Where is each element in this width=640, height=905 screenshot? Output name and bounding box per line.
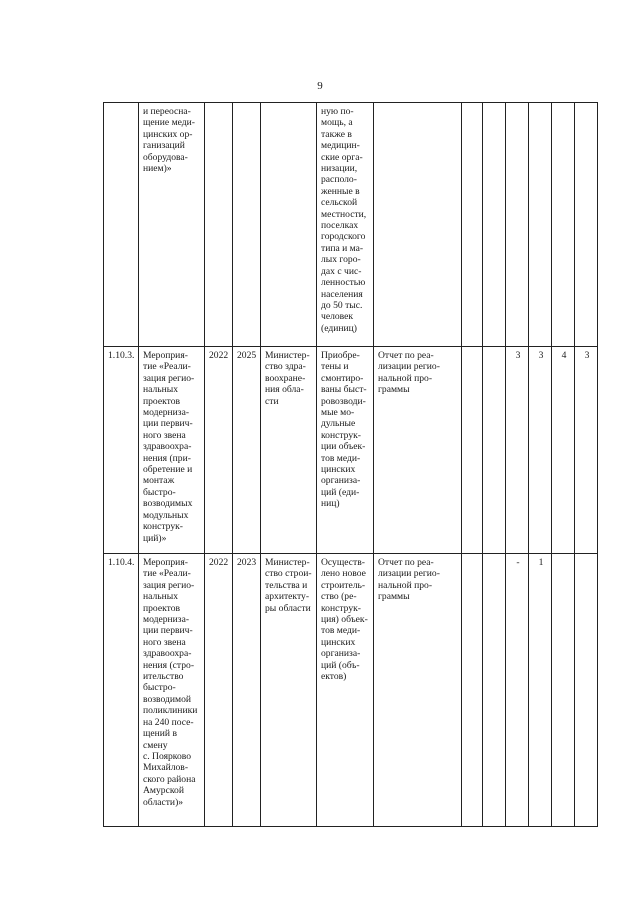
- value-cell: [552, 554, 575, 827]
- value-cell: 1: [529, 554, 552, 827]
- value-cell: [462, 554, 483, 827]
- executor-cell: Министер- ство здра- воохране- ния обла- сти: [261, 347, 317, 554]
- report-cell: [374, 103, 462, 347]
- value-cell: 3: [529, 347, 552, 554]
- indicator-cell: ную по- мощь, а также в медицин- ские орга- низации, располо- женные в сельской местности, поселках городского типа и ма- лых горо- дах с чис- ленностью населения до 50 тыс. человек (единиц): [317, 103, 374, 347]
- value-cell: [575, 103, 598, 347]
- table-row: [104, 554, 598, 827]
- value-cell: [506, 103, 529, 347]
- row-number-cell: 1.10.3.: [104, 347, 139, 554]
- executor-cell: [261, 103, 317, 347]
- value-cell: [552, 103, 575, 347]
- start-year-cell: 2022: [205, 554, 233, 827]
- indicator-cell: Осуществ- лено новое строитель- ство (ре- конструк- ция) объек- тов меди- цинских организа- ций (объ- ектов): [317, 554, 374, 827]
- page-number: 9: [317, 80, 323, 92]
- row-number-cell: [104, 103, 139, 347]
- value-cell: [575, 554, 598, 827]
- report-cell: Отчет по реа- лизации регио- нальной про- граммы: [374, 554, 462, 827]
- value-cell: [483, 103, 506, 347]
- value-cell: 3: [575, 347, 598, 554]
- value-cell: [483, 347, 506, 554]
- value-cell: -: [506, 554, 529, 827]
- value-cell: [462, 103, 483, 347]
- value-cell: 4: [552, 347, 575, 554]
- row-number-cell: 1.10.4.: [104, 554, 139, 827]
- table-row: [104, 103, 598, 347]
- value-cell: [462, 347, 483, 554]
- value-cell: [483, 554, 506, 827]
- value-cell: 3: [506, 347, 529, 554]
- end-year-cell: 2025: [233, 347, 261, 554]
- table-row: [104, 347, 598, 554]
- measure-name-cell: Мероприя- тие «Реали- зация регио- нальных проектов модерниза- ции первич- ного звена здравоохра- нения (стро- ительство быстро- возводимой поликлиники на 240 посе- щений в смену с. Поярково Михайлов- ского района Амурской области)»: [139, 554, 205, 827]
- value-cell: [529, 103, 552, 347]
- start-year-cell: [205, 103, 233, 347]
- end-year-cell: 2023: [233, 554, 261, 827]
- end-year-cell: [233, 103, 261, 347]
- executor-cell: Министер- ство строи- тельства и архитекту- ры области: [261, 554, 317, 827]
- start-year-cell: 2022: [205, 347, 233, 554]
- report-cell: Отчет по реа- лизации регио- нальной про- граммы: [374, 347, 462, 554]
- measure-name-cell: и переосна- щение меди- цинских ор- ганизаций оборудова- нием)»: [139, 103, 205, 347]
- program-table: [103, 102, 598, 827]
- indicator-cell: Приобре- тены и смонтиро- ваны быст- ровозводи- мые мо- дульные конструк- ции объек- тов меди- цинских организа- ций (еди- ниц): [317, 347, 374, 554]
- measure-name-cell: Мероприя- тие «Реали- зация регио- нальных проектов модерниза- ции первич- ного звена здравоохра- нения (при- обретение и монтаж быстро- возводимых модульных конструк- ций)»: [139, 347, 205, 554]
